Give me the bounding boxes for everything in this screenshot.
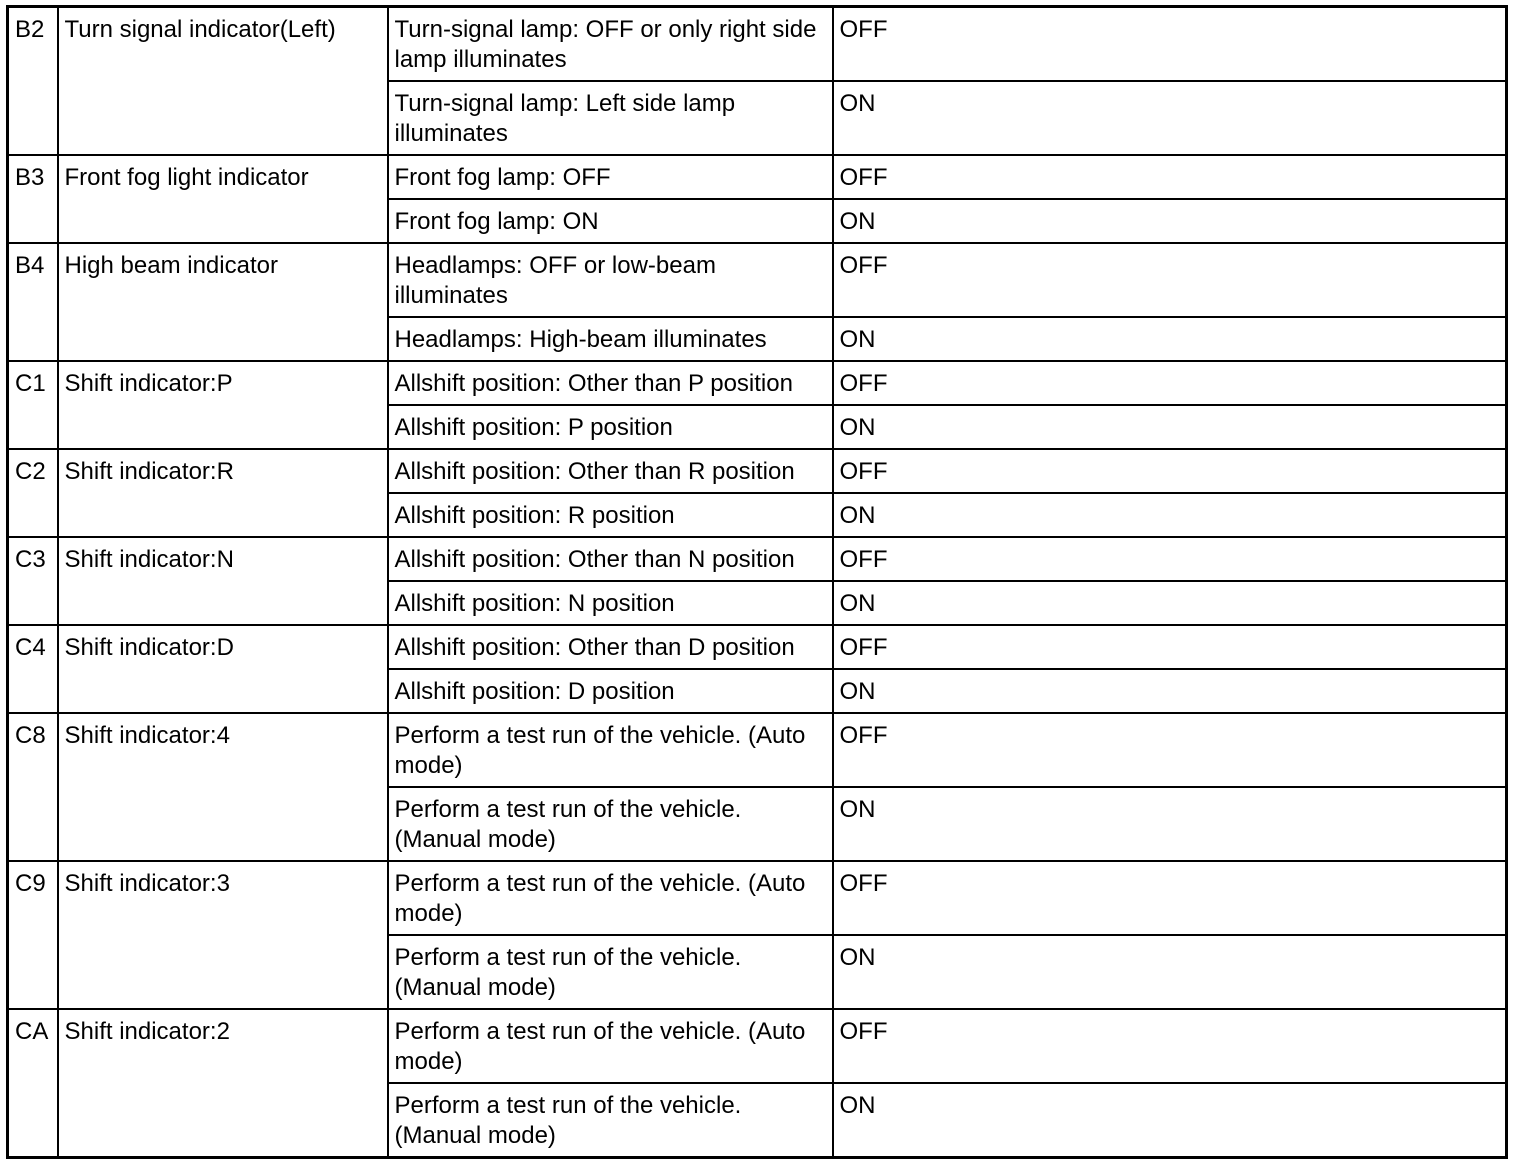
specification-cell: OFF bbox=[833, 861, 1507, 935]
specification-cell: OFF bbox=[833, 713, 1507, 787]
item-name-cell: Front fog light indicator bbox=[58, 155, 388, 243]
specification-cell: OFF bbox=[833, 625, 1507, 669]
specification-cell: ON bbox=[833, 493, 1507, 537]
table-row bbox=[8, 537, 1507, 581]
table-row bbox=[8, 155, 1507, 199]
specification-cell: ON bbox=[833, 787, 1507, 861]
condition-cell: Perform a test run of the vehicle. (Manual mode) bbox=[388, 1083, 833, 1158]
item-name-cell: High beam indicator bbox=[58, 243, 388, 361]
condition-cell: Allshift position: Other than P position bbox=[388, 361, 833, 405]
table-row bbox=[8, 361, 1507, 405]
condition-cell: Headlamps: High-beam illuminates bbox=[388, 317, 833, 361]
specification-cell: OFF bbox=[833, 7, 1507, 82]
specification-cell: ON bbox=[833, 199, 1507, 243]
condition-cell: Front fog lamp: OFF bbox=[388, 155, 833, 199]
condition-cell: Turn-signal lamp: Left side lamp illuminates bbox=[388, 81, 833, 155]
condition-cell: Perform a test run of the vehicle. (Auto mode) bbox=[388, 713, 833, 787]
specification-cell: OFF bbox=[833, 537, 1507, 581]
specification-cell: OFF bbox=[833, 155, 1507, 199]
table-row bbox=[8, 449, 1507, 493]
item-code-cell: B3 bbox=[8, 155, 58, 243]
condition-cell: Allshift position: R position bbox=[388, 493, 833, 537]
item-name-cell: Shift indicator:P bbox=[58, 361, 388, 449]
item-name-cell: Shift indicator:N bbox=[58, 537, 388, 625]
table-row bbox=[8, 713, 1507, 787]
condition-cell: Perform a test run of the vehicle. (Manual mode) bbox=[388, 787, 833, 861]
indicator-spec-table bbox=[6, 5, 1508, 1159]
item-name-cell: Shift indicator:4 bbox=[58, 713, 388, 861]
condition-cell: Allshift position: N position bbox=[388, 581, 833, 625]
specification-cell: OFF bbox=[833, 449, 1507, 493]
table-row bbox=[8, 625, 1507, 669]
item-code-cell: C4 bbox=[8, 625, 58, 713]
specification-cell: OFF bbox=[833, 1009, 1507, 1083]
specification-cell: OFF bbox=[833, 361, 1507, 405]
table-row bbox=[8, 861, 1507, 935]
item-name-cell: Shift indicator:D bbox=[58, 625, 388, 713]
item-code-cell: C3 bbox=[8, 537, 58, 625]
condition-cell: Headlamps: OFF or low-beam illuminates bbox=[388, 243, 833, 317]
item-name-cell: Shift indicator:3 bbox=[58, 861, 388, 1009]
item-name-cell: Shift indicator:2 bbox=[58, 1009, 388, 1158]
specification-cell: ON bbox=[833, 1083, 1507, 1158]
item-code-cell: C1 bbox=[8, 361, 58, 449]
condition-cell: Turn-signal lamp: OFF or only right side lamp illuminates bbox=[388, 7, 833, 82]
condition-cell: Allshift position: P position bbox=[388, 405, 833, 449]
item-code-cell: C9 bbox=[8, 861, 58, 1009]
item-name-cell: Shift indicator:R bbox=[58, 449, 388, 537]
specification-cell: ON bbox=[833, 581, 1507, 625]
indicator-spec-sheet bbox=[6, 5, 1508, 1159]
specification-cell: OFF bbox=[833, 243, 1507, 317]
condition-cell: Front fog lamp: ON bbox=[388, 199, 833, 243]
condition-cell: Perform a test run of the vehicle. (Auto mode) bbox=[388, 861, 833, 935]
item-code-cell: B2 bbox=[8, 7, 58, 156]
item-code-cell: B4 bbox=[8, 243, 58, 361]
specification-cell: ON bbox=[833, 81, 1507, 155]
condition-cell: Allshift position: Other than R position bbox=[388, 449, 833, 493]
condition-cell: Allshift position: Other than N position bbox=[388, 537, 833, 581]
item-code-cell: CA bbox=[8, 1009, 58, 1158]
table-row bbox=[8, 243, 1507, 317]
specification-cell: ON bbox=[833, 669, 1507, 713]
item-name-cell: Turn signal indicator(Left) bbox=[58, 7, 388, 156]
condition-cell: Perform a test run of the vehicle. (Manual mode) bbox=[388, 935, 833, 1009]
item-code-cell: C8 bbox=[8, 713, 58, 861]
condition-cell: Allshift position: D position bbox=[388, 669, 833, 713]
condition-cell: Allshift position: Other than D position bbox=[388, 625, 833, 669]
spec-table-body bbox=[8, 7, 1507, 1158]
condition-cell: Perform a test run of the vehicle. (Auto mode) bbox=[388, 1009, 833, 1083]
specification-cell: ON bbox=[833, 935, 1507, 1009]
table-row bbox=[8, 1009, 1507, 1083]
specification-cell: ON bbox=[833, 317, 1507, 361]
item-code-cell: C2 bbox=[8, 449, 58, 537]
specification-cell: ON bbox=[833, 405, 1507, 449]
table-row bbox=[8, 7, 1507, 82]
